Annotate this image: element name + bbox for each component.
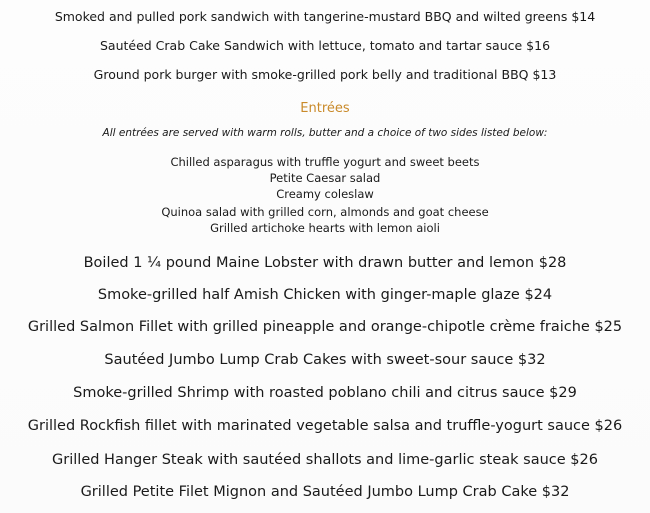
entree-item: Boiled 1 ¼ pound Maine Lobster with drawn butter and lemon $28 [83, 255, 567, 271]
side-dish: Creamy coleslaw [276, 187, 374, 201]
menu-item-pork-burger: Ground pork burger with smoke-grilled pork belly and traditional BBQ $13 [93, 67, 557, 82]
side-dish: Petite Caesar salad [269, 171, 381, 185]
entree-item: Grilled Salmon Fillet with grilled pineapple and orange-chipotle crème fraiche $25 [27, 319, 623, 335]
side-dish: Chilled asparagus with truffle yogurt and sweet beets [170, 155, 480, 169]
entree-item: Grilled Hanger Steak with sautéed shallots and lime-garlic steak sauce $26 [52, 452, 598, 468]
entrees-note: All entrées are served with warm rolls, butter and a choice of two sides listed below: [102, 127, 548, 139]
section-title-entrees: Entrées [300, 101, 350, 116]
entree-item: Smoke-grilled Shrimp with roasted poblano chili and citrus sauce $29 [73, 385, 577, 401]
menu-item-pulled-pork-sandwich: Smoked and pulled pork sandwich with tangerine-mustard BBQ and wilted greens $14 [54, 9, 596, 24]
side-dish: Grilled artichoke hearts with lemon aioli [210, 221, 440, 235]
menu-item-crab-cake-sandwich: Sautéed Crab Cake Sandwich with lettuce, tomato and tartar sauce $16 [99, 38, 551, 53]
side-dish: Quinoa salad with grilled corn, almonds and goat cheese [161, 205, 489, 219]
entree-item: Sautéed Jumbo Lump Crab Cakes with sweet-sour sauce $32 [104, 352, 546, 368]
entree-item: Grilled Rockfish fillet with marinated vegetable salsa and truffle-yogurt sauce $26 [27, 418, 623, 434]
entree-item: Grilled Petite Filet Mignon and Sautéed Jumbo Lump Crab Cake $32 [80, 484, 570, 500]
entree-item: Smoke-grilled half Amish Chicken with ginger-maple glaze $24 [97, 287, 553, 303]
